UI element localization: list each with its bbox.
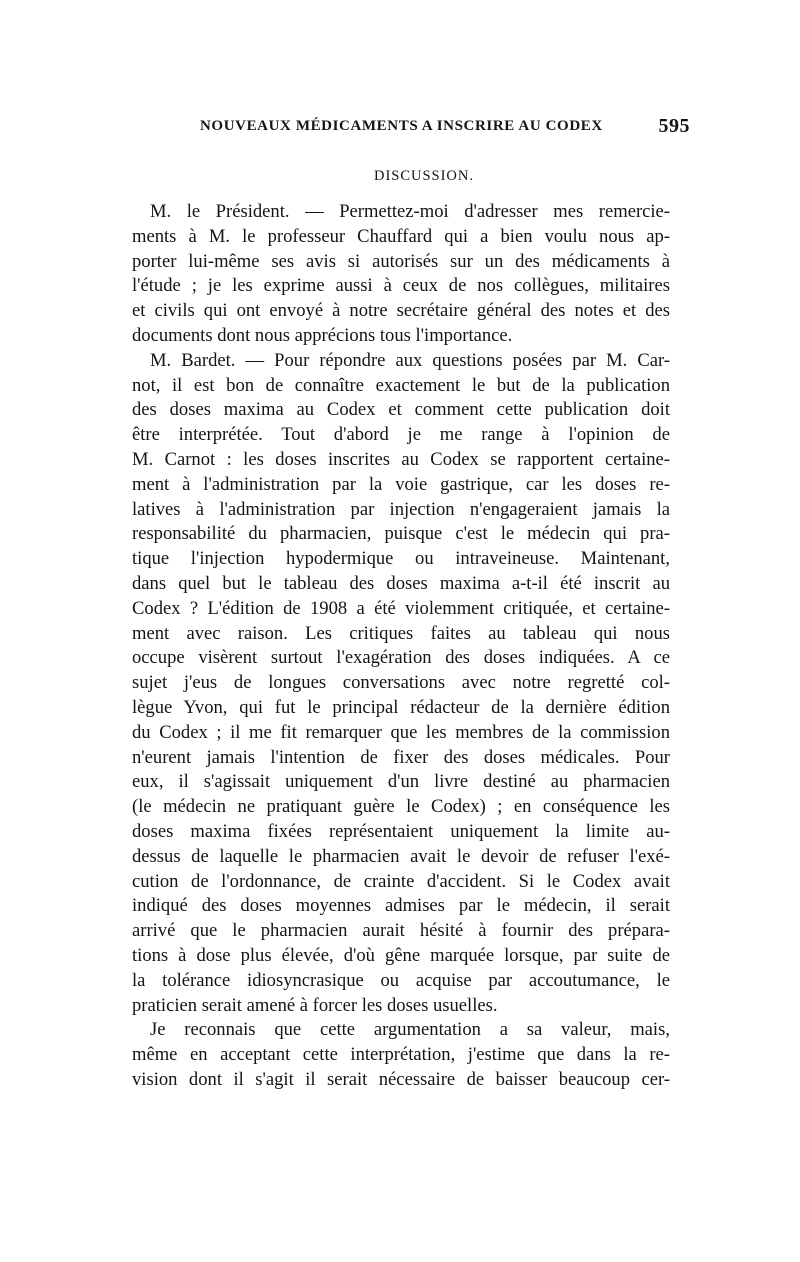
section-title: DISCUSSION. xyxy=(373,168,475,184)
text-line: arrivé que le pharmacien aurait hésité à fournir des prépara- xyxy=(132,920,670,942)
text-line: tions à dose plus élevée, d'où gêne marquée lorsque, par suite de xyxy=(132,944,670,966)
text-line: ments à M. le professeur Chauffard qui a bien voulu nous ap- xyxy=(132,225,670,247)
text-line: M. Bardet. — Pour répondre aux questions posées par M. Car- xyxy=(150,349,670,371)
text-line: des doses maxima au Codex et comment cette publication doit xyxy=(132,399,670,421)
text-line: praticien serait amené à forcer les doses usuelles. xyxy=(132,994,498,1016)
text-line: lègue Yvon, qui fut le principal rédacteur de la dernière édition xyxy=(132,696,670,718)
text-line: ment à l'administration par la voie gastrique, car les doses re- xyxy=(132,473,670,495)
page-number: 595 xyxy=(658,115,690,137)
text-line: du Codex ; il me fit remarquer que les membres de la commission xyxy=(132,721,670,743)
text-line: Je reconnais que cette argumentation a sa valeur, mais, xyxy=(150,1019,670,1041)
running-title: NOUVEAUX MÉDICAMENTS A INSCRIRE AU CODEX xyxy=(200,118,603,134)
text-line: occupe visèrent surtout l'exagération des doses indiquées. A ce xyxy=(132,647,670,669)
text-line: sujet j'eus de longues conversations avec notre regretté col- xyxy=(132,672,670,694)
text-line: Codex ? L'édition de 1908 a été violemment critiquée, et certaine- xyxy=(132,597,670,619)
text-line: cution de l'ordonnance, de crainte d'accident. Si le Codex avait xyxy=(132,870,670,892)
text-line: tique l'injection hypodermique ou intraveineuse. Maintenant, xyxy=(132,548,670,570)
text-line: documents dont nous apprécions tous l'importance. xyxy=(132,324,513,346)
text-line: n'eurent jamais l'intention de fixer des doses médicales. Pour xyxy=(132,746,670,768)
body-text xyxy=(132,200,670,1093)
text-line: la tolérance idiosyncrasique ou acquise par accoutumance, le xyxy=(132,969,670,991)
text-line: dessus de laquelle le pharmacien avait le devoir de refuser l'exé- xyxy=(132,845,670,867)
text-line: même en acceptant cette interprétation, j'estime que dans la re- xyxy=(132,1044,670,1066)
text-line: être interprétée. Tout d'abord je me range à l'opinion de xyxy=(132,424,670,446)
text-line: M. Carnot : les doses inscrites au Codex se rapportent certaine- xyxy=(132,448,670,470)
text-line: responsabilité du pharmacien, puisque c'est le médecin qui pra- xyxy=(132,523,670,545)
text-line: eux, il s'agissait uniquement d'un livre destiné au pharmacien xyxy=(132,771,670,793)
text-line: dans quel but le tableau des doses maxima a-t-il été inscrit au xyxy=(132,572,670,594)
text-line: vision dont il s'agit il serait nécessaire de baisser beaucoup cer- xyxy=(132,1068,670,1090)
text-line: porter lui-même ses avis si autorisés sur un des médicaments à xyxy=(132,250,670,272)
text-line: (le médecin ne pratiquant guère le Codex) ; en conséquence les xyxy=(132,796,670,818)
text-line: et civils qui ont envoyé à notre secrétaire général des notes et des xyxy=(132,300,670,322)
text-line: latives à l'administration par injection n'engageraient jamais la xyxy=(132,498,670,520)
text-line: not, il est bon de connaître exactement le but de la publication xyxy=(132,374,670,396)
text-line: ment avec raison. Les critiques faites au tableau qui nous xyxy=(132,622,670,644)
running-head xyxy=(190,115,690,142)
text-line: doses maxima fixées représentaient uniquement la limite au- xyxy=(132,820,670,842)
text-line: M. le Président. — Permettez-moi d'adresser mes remercie- xyxy=(150,201,670,222)
text-line: l'étude ; je les exprime aussi à ceux de nos collègues, militaires xyxy=(132,275,670,297)
text-line: indiqué des doses moyennes admises par le médecin, il serait xyxy=(132,895,670,917)
